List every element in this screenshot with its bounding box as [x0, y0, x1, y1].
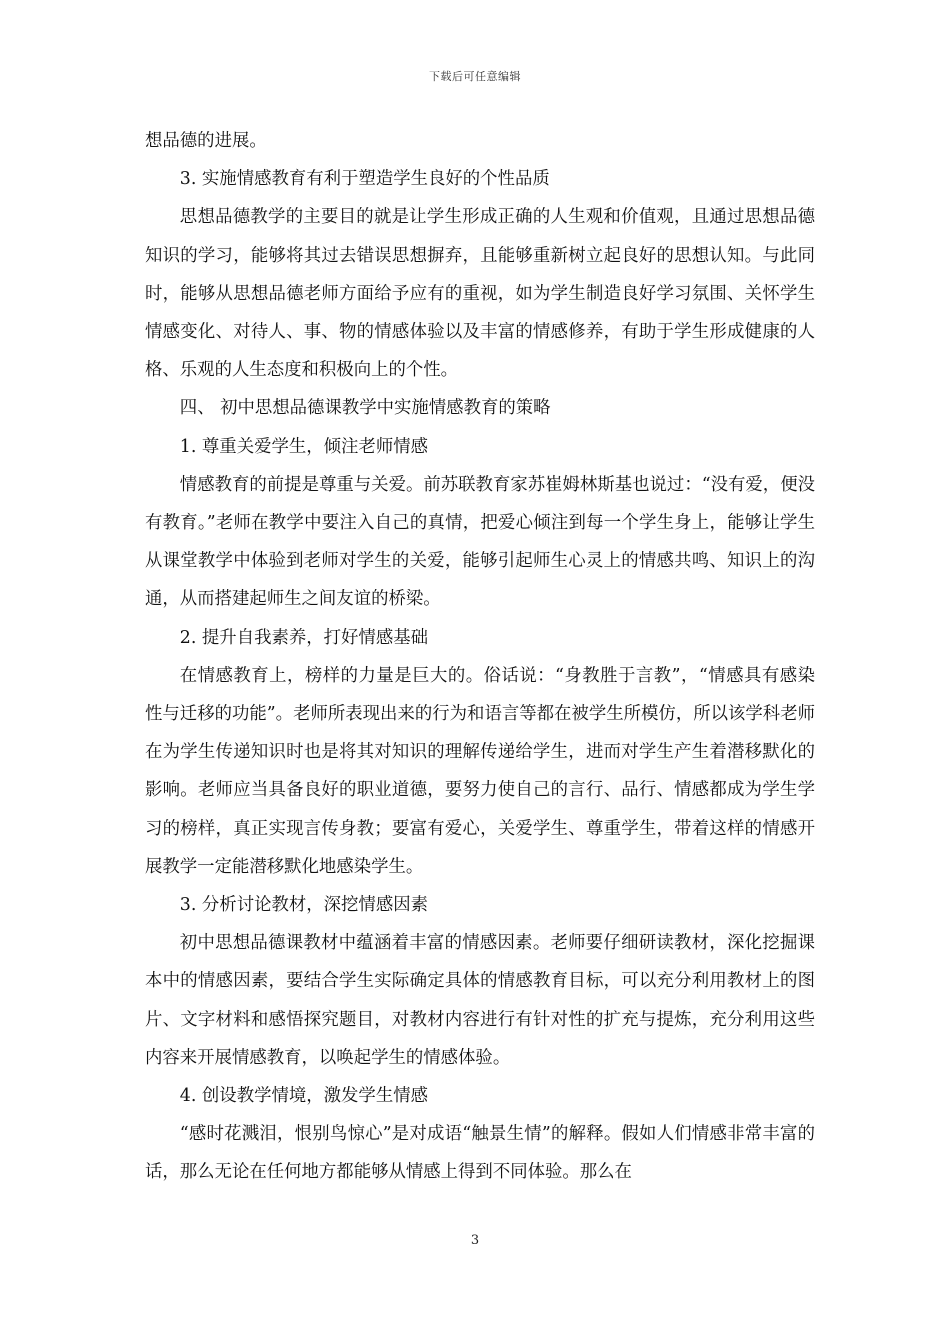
- paragraph: 在情感教育上，榜样的力量是巨大的。俗话说：“身教胜于言教”，“情感具有感染性与迁移的功能”。老师所表现出来的行为和语言等都在被学生所模仿，所以该学科老师在为学生传递知识时也是将其对知识的理解传递给学生，进而对学生产生着潜移默化的影响。老师应当具备良好的职业道德，要努力使自己的言行、品行、情感都成为学生学习的榜样，真正实现言传身教；要富有爱心，关爱学生、尊重学生，带着这样的情感开展教学一定能潜移默化地感染学生。: [145, 665, 815, 877]
- section-heading: 4. 创设教学情境，激发学生情感: [179, 1086, 428, 1107]
- body-text: [145, 122, 815, 1192]
- section-heading: 3. 实施情感教育有利于塑造学生良好的个性品质: [179, 169, 550, 190]
- section-heading: 四、 初中思想品德课教学中实施情感教育的策略: [179, 398, 551, 419]
- paragraph: 想品德的进展。: [145, 131, 267, 151]
- section-heading: 2. 提升自我素养，打好情感基础: [179, 627, 428, 648]
- section-heading: 3. 分析讨论教材，深挖情感因素: [179, 895, 428, 916]
- paragraph: 情感教育的前提是尊重与关爱。前苏联教育家苏崔姆林斯基也说过：“没有爱，便没有教育。”老师在教学中要注入自己的真情，把爱心倾注到每一个学生身上，能够让学生从课堂教学中体验到老师对学生的关爱，能够引起师生心灵上的情感共鸣、知识上的沟通，从而搭建起师生之间友谊的桥梁。: [145, 474, 815, 610]
- paragraph: 初中思想品德课教材中蕴涵着丰富的情感因素。老师要仔细研读教材，深化挖掘课本中的情感因素，要结合学生实际确定具体的情感教育目标，可以充分利用教材上的图片、文字材料和感悟探究题目，对教材内容进行有针对性的扩充与提炼，充分利用这些内容来开展情感教育，以唤起学生的情感体验。: [145, 933, 815, 1068]
- page-header: 下载后可任意编辑: [429, 70, 521, 83]
- paragraph: 思想品德教学的主要目的就是让学生形成正确的人生观和价值观，且通过思想品德知识的学习，能够将其过去错误思想摒弃，且能够重新树立起良好的思想认知。与此同时，能够从思想品德老师方面给予应有的重视，如为学生制造良好学习氛围、关怀学生情感变化、对待人、事、物的情感体验以及丰富的情感修养，有助于学生形成健康的人格、乐观的人生态度和积极向上的个性。: [145, 207, 815, 381]
- section-heading: 1. 尊重关爱学生，倾注老师情感: [179, 436, 428, 457]
- page-number: 3: [470, 1233, 480, 1248]
- paragraph: “感时花溅泪，恨别鸟惊心”是对成语“触景生情”的解释。假如人们情感非常丰富的话，那么无论在任何地方都能够从情感上得到不同体验。那么在: [145, 1124, 815, 1183]
